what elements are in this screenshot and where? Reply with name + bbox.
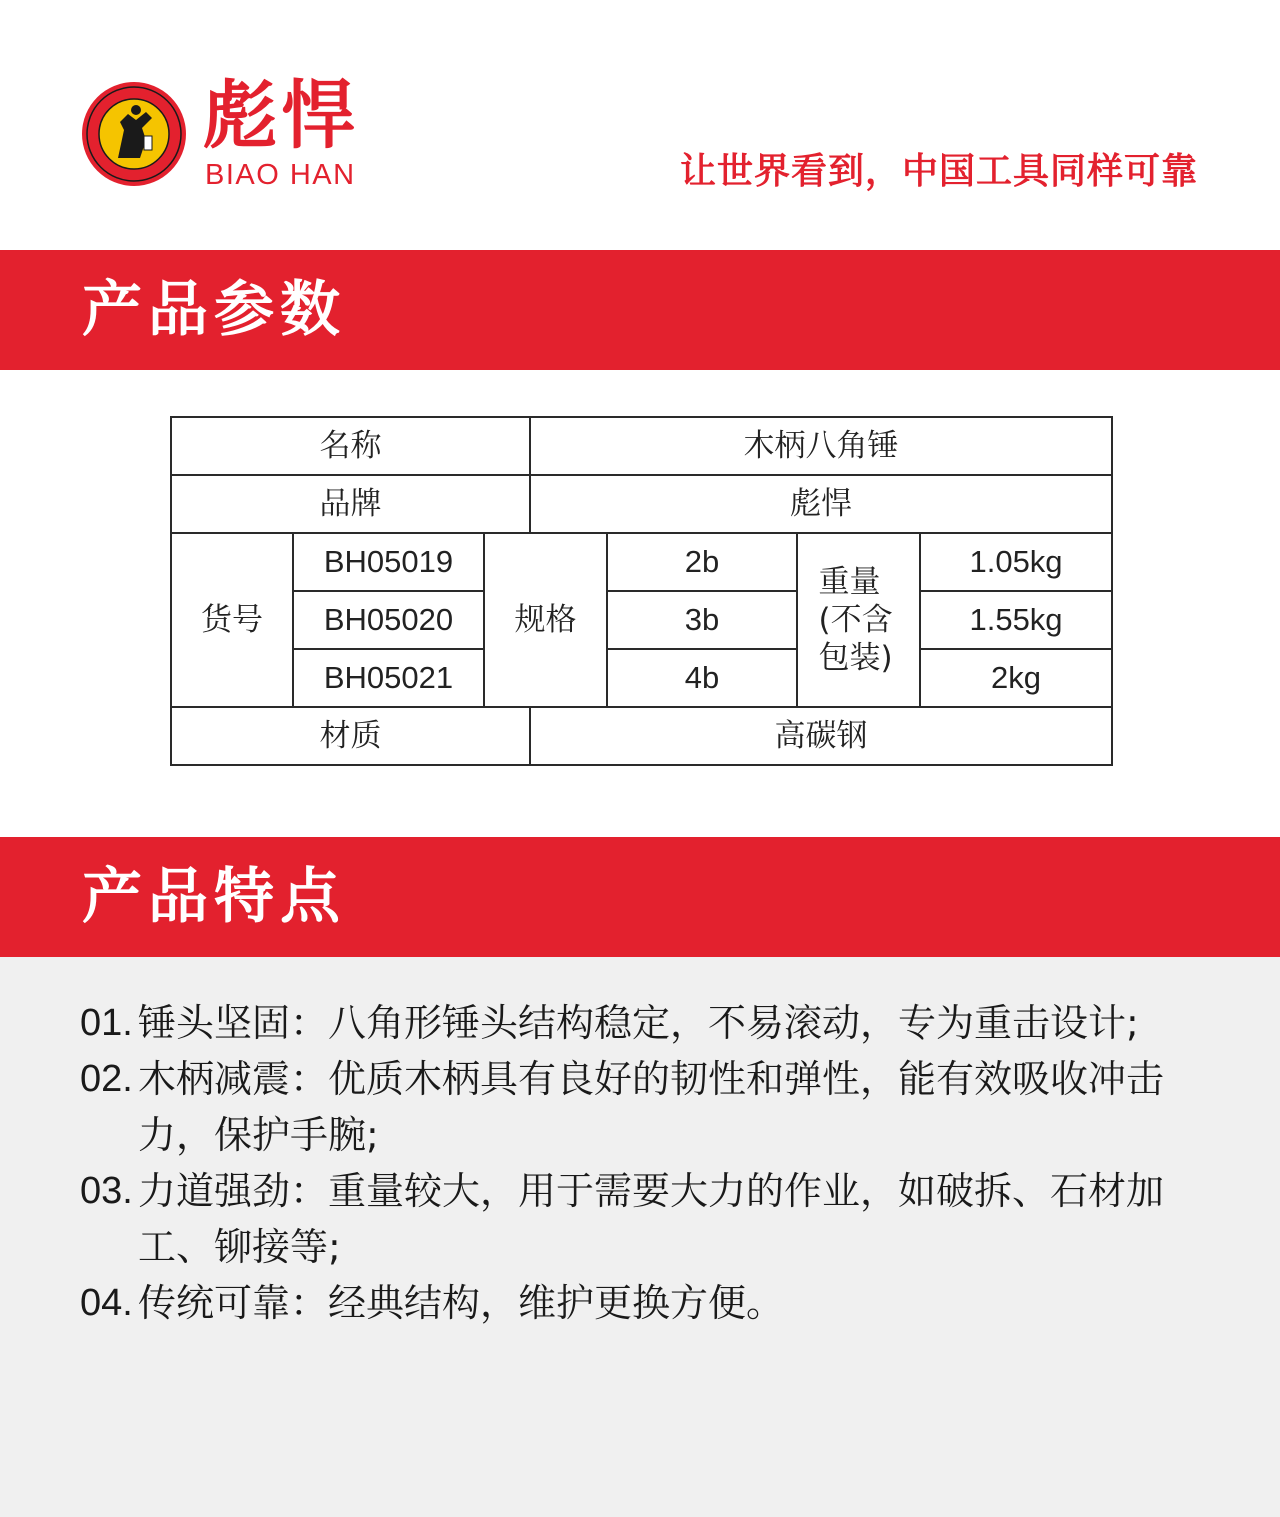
params-section-banner bbox=[0, 250, 1280, 370]
features-list bbox=[80, 995, 1200, 1331]
product-params-table bbox=[170, 416, 1113, 766]
feature-text: 木柄减震：优质木柄具有良好的韧性和弹性，能有效吸收冲击力，保护手腕; bbox=[138, 1057, 1165, 1157]
spec-value: 3b bbox=[607, 591, 797, 649]
feature-text: 锤头坚固：八角形锤头结构稳定，不易滚动，专为重击设计; bbox=[138, 1001, 1139, 1045]
table-row bbox=[171, 533, 1112, 591]
page-header bbox=[0, 0, 1280, 250]
list-item bbox=[80, 1163, 1200, 1275]
weight-value: 2kg bbox=[920, 649, 1112, 707]
name-label: 名称 bbox=[171, 417, 530, 475]
feature-number: 02. bbox=[80, 1058, 133, 1100]
feature-text: 力道强劲：重量较大，用于需要大力的作业，如破拆、石材加工、铆接等; bbox=[138, 1169, 1165, 1269]
features-section-banner bbox=[0, 837, 1280, 957]
feature-number: 01. bbox=[80, 1002, 133, 1044]
sku-value: BH05020 bbox=[293, 591, 484, 649]
list-item bbox=[80, 995, 1200, 1051]
list-item bbox=[80, 1051, 1200, 1163]
spec-value: 2b bbox=[607, 533, 797, 591]
weight-value: 1.05kg bbox=[920, 533, 1112, 591]
brand-seal-icon bbox=[80, 80, 188, 188]
params-section-title: 产品参数 bbox=[82, 275, 346, 345]
weight-value: 1.55kg bbox=[920, 591, 1112, 649]
table-row bbox=[171, 591, 1112, 649]
list-item bbox=[80, 1275, 1200, 1331]
sku-label: 货号 bbox=[171, 533, 293, 707]
brand-slogan: 让世界看到，中国工具同样可靠 bbox=[679, 151, 1198, 192]
table-row bbox=[171, 649, 1112, 707]
feature-text: 传统可靠：经典结构，维护更换方便。 bbox=[138, 1281, 785, 1325]
features-section-title: 产品特点 bbox=[82, 862, 346, 932]
feature-number: 03. bbox=[80, 1170, 133, 1212]
sku-value: BH05021 bbox=[293, 649, 484, 707]
material-label: 材质 bbox=[171, 707, 530, 765]
brand-name-english: BIAO HAN bbox=[205, 159, 356, 191]
feature-number: 04. bbox=[80, 1282, 133, 1324]
weight-label bbox=[797, 533, 920, 707]
name-value: 木柄八角锤 bbox=[530, 417, 1112, 475]
table-row bbox=[171, 475, 1112, 533]
material-value: 高碳钢 bbox=[530, 707, 1112, 765]
table-row bbox=[171, 707, 1112, 765]
weight-label-text: 重量(不含包装) bbox=[818, 564, 893, 676]
features-panel bbox=[0, 957, 1280, 1517]
sku-value: BH05019 bbox=[293, 533, 484, 591]
spec-label: 规格 bbox=[484, 533, 607, 707]
table-row bbox=[171, 417, 1112, 475]
brand-value: 彪悍 bbox=[530, 475, 1112, 533]
spec-value: 4b bbox=[607, 649, 797, 707]
brand-name-chinese: 彪悍 bbox=[203, 73, 359, 159]
brand-label: 品牌 bbox=[171, 475, 530, 533]
